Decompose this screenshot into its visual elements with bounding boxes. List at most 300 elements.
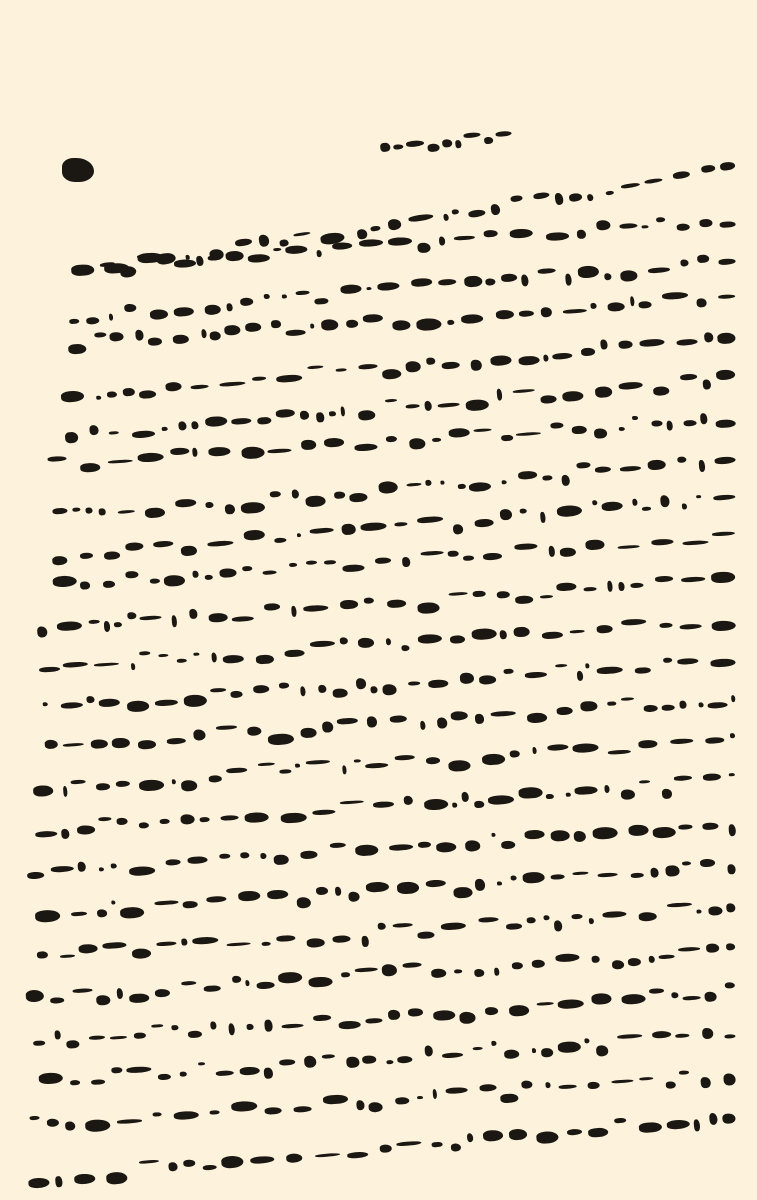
ink-stroke (475, 713, 485, 725)
ink-stroke (38, 1072, 62, 1085)
ink-stroke (170, 447, 189, 455)
ink-stroke (433, 1010, 455, 1021)
ink-stroke (441, 922, 466, 931)
ink-stroke (247, 726, 262, 736)
manuscript-heading (379, 121, 521, 161)
ink-stroke (280, 769, 292, 775)
ink-stroke (608, 749, 632, 755)
ink-stroke (85, 507, 92, 514)
ink-stroke (56, 621, 82, 632)
ink-stroke (450, 711, 468, 721)
ink-stroke (468, 481, 491, 492)
ink-stroke (373, 801, 395, 809)
ink-stroke (428, 143, 441, 152)
ink-stroke (708, 702, 729, 709)
ink-stroke (659, 623, 673, 629)
ink-stroke (312, 809, 335, 815)
ink-stroke (683, 540, 708, 545)
ink-stroke (580, 700, 597, 712)
ink-stroke (50, 997, 64, 1003)
ink-stroke (536, 1131, 558, 1144)
ink-stroke (232, 975, 242, 983)
ink-stroke (117, 1119, 142, 1124)
ink-stroke (160, 818, 171, 824)
ink-stroke (606, 191, 614, 196)
ink-stroke (392, 319, 411, 330)
ink-stroke (382, 368, 402, 379)
ink-stroke (449, 591, 468, 596)
ink-stroke (151, 1024, 163, 1029)
ink-stroke (497, 881, 502, 886)
ink-stroke (545, 231, 569, 241)
ink-stroke (478, 917, 499, 923)
ink-stroke (417, 242, 431, 253)
ink-stroke (33, 1040, 46, 1046)
ink-stroke (644, 177, 663, 184)
ink-stroke (712, 531, 735, 536)
ink-stroke (538, 268, 556, 274)
ink-stroke (571, 425, 587, 435)
ink-stroke (663, 658, 672, 663)
ink-stroke (540, 307, 552, 318)
ink-stroke (729, 824, 737, 836)
seal-note (58, 186, 72, 187)
ink-stroke (63, 786, 68, 797)
ink-stroke (335, 887, 341, 896)
ink-stroke (226, 942, 250, 947)
ink-stroke (35, 910, 61, 923)
ink-stroke (619, 427, 625, 431)
ink-stroke (30, 1115, 40, 1120)
ink-stroke (666, 865, 680, 877)
ink-stroke (395, 1096, 409, 1104)
ink-stroke (205, 502, 214, 509)
ink-stroke (620, 466, 641, 472)
ink-stroke (177, 658, 187, 662)
ink-stroke (63, 661, 88, 668)
ink-stroke (418, 634, 443, 644)
ink-stroke (365, 1017, 382, 1024)
ink-stroke (60, 954, 75, 958)
ink-stroke (490, 203, 501, 215)
ink-stroke (282, 295, 287, 299)
ink-stroke (201, 329, 207, 338)
ink-stroke (161, 426, 168, 431)
ink-stroke (271, 320, 281, 329)
ink-stroke (500, 1093, 519, 1104)
line-note (33, 758, 45, 760)
ink-stroke (639, 912, 658, 921)
ink-stroke (577, 229, 587, 239)
ink-stroke (679, 1071, 689, 1075)
ink-stroke (555, 664, 567, 668)
ink-stroke (97, 909, 108, 917)
ink-stroke (494, 967, 500, 976)
ink-stroke (425, 480, 432, 486)
ink-stroke (699, 703, 704, 708)
ink-stroke (300, 687, 306, 697)
ink-stroke (720, 221, 736, 229)
ink-stroke (358, 364, 378, 370)
ink-stroke (89, 425, 99, 436)
ink-stroke (432, 438, 441, 443)
ink-stroke (485, 278, 495, 285)
ink-stroke (263, 570, 277, 575)
ink-stroke (289, 563, 297, 567)
ink-stroke (120, 907, 144, 920)
ink-stroke (169, 1162, 178, 1172)
ink-stroke (309, 976, 333, 988)
ink-stroke (375, 557, 391, 564)
ink-stroke (55, 1030, 61, 1040)
ink-stroke (193, 729, 206, 741)
ink-stroke (305, 494, 327, 507)
ink-stroke (258, 762, 275, 767)
ink-stroke (483, 552, 502, 560)
ink-stroke (585, 663, 589, 668)
ink-stroke (405, 360, 421, 372)
ink-stroke (260, 852, 267, 859)
ink-stroke (256, 981, 275, 990)
ink-stroke (463, 132, 480, 138)
ink-stroke (340, 406, 346, 416)
line-note (33, 1092, 45, 1094)
ink-stroke (500, 630, 507, 639)
ink-stroke (642, 507, 651, 511)
ink-stroke (245, 980, 249, 986)
ink-stroke (276, 374, 302, 384)
ink-stroke (438, 236, 445, 245)
ink-stroke (78, 944, 98, 954)
ink-stroke (536, 1001, 554, 1006)
ink-stroke (324, 438, 345, 448)
ink-stroke (112, 1067, 123, 1074)
ink-stroke (129, 993, 150, 1004)
ink-stroke (483, 136, 493, 144)
ink-stroke (248, 253, 270, 262)
ink-stroke (111, 901, 116, 905)
ink-stroke (501, 273, 518, 282)
ink-stroke (35, 831, 57, 838)
ink-stroke (139, 779, 164, 791)
ink-stroke (102, 580, 114, 588)
ink-stroke (607, 701, 616, 707)
line-note (59, 526, 70, 528)
ink-stroke (417, 601, 440, 614)
ink-stroke (540, 394, 557, 404)
line-note (33, 678, 45, 680)
ink-stroke (554, 193, 563, 206)
ink-stroke (316, 412, 324, 423)
ink-stroke (44, 740, 58, 750)
ink-stroke (316, 887, 329, 895)
ink-stroke (611, 1079, 634, 1084)
ink-stroke (604, 273, 612, 280)
ink-stroke (440, 480, 445, 485)
ink-stroke (418, 842, 431, 849)
ink-stroke (203, 1164, 217, 1170)
ink-stroke (642, 225, 649, 229)
ink-stroke (550, 830, 570, 842)
ink-stroke (242, 566, 252, 572)
ink-stroke (367, 716, 378, 728)
line-note (33, 1050, 45, 1052)
ink-stroke (649, 956, 655, 963)
ink-stroke (252, 376, 267, 381)
ink-stroke (50, 865, 73, 872)
ink-stroke (491, 711, 516, 717)
ink-stroke (501, 435, 513, 442)
ink-stroke (573, 743, 599, 753)
ink-stroke (409, 438, 426, 450)
ink-stroke (475, 518, 494, 528)
ink-stroke (224, 503, 235, 514)
ink-stroke (182, 900, 198, 909)
ink-stroke (296, 290, 310, 296)
ink-stroke (322, 1094, 348, 1105)
ink-stroke (519, 310, 534, 317)
ink-stroke (253, 685, 269, 694)
ink-stroke (706, 943, 720, 953)
ink-stroke (726, 903, 735, 912)
ink-stroke (118, 510, 135, 515)
ink-stroke (154, 900, 178, 906)
ink-stroke (148, 337, 163, 346)
ink-stroke (200, 817, 210, 823)
ink-stroke (731, 695, 736, 702)
ink-stroke (150, 579, 160, 584)
ink-stroke (204, 574, 213, 580)
ink-stroke (210, 688, 226, 693)
ink-stroke (650, 868, 659, 878)
ink-stroke (436, 842, 457, 853)
ink-stroke (62, 742, 83, 747)
ink-stroke (25, 990, 44, 1002)
ink-stroke (221, 1155, 244, 1169)
ink-stroke (666, 1119, 689, 1130)
ink-stroke (621, 789, 636, 800)
ink-stroke (696, 910, 701, 914)
ink-stroke (181, 980, 197, 985)
ink-stroke (515, 595, 533, 605)
ink-stroke (137, 252, 163, 264)
ink-stroke (587, 194, 595, 202)
ink-stroke (591, 955, 599, 963)
ink-stroke (632, 416, 638, 421)
ink-stroke (85, 1119, 111, 1132)
ink-stroke (386, 638, 392, 646)
ink-stroke (110, 332, 124, 342)
ink-stroke (497, 590, 510, 598)
ink-stroke (94, 332, 106, 338)
ink-stroke (360, 522, 386, 532)
ink-stroke (424, 1045, 433, 1057)
ink-stroke (231, 1101, 257, 1113)
ink-stroke (307, 938, 325, 948)
ink-stroke (267, 448, 292, 454)
ink-stroke (310, 527, 334, 535)
ink-stroke (219, 854, 230, 860)
ink-stroke (558, 999, 585, 1010)
ink-stroke (568, 192, 582, 202)
ink-stroke (665, 1081, 676, 1089)
ink-stroke (432, 1141, 443, 1148)
ink-stroke (183, 1160, 196, 1168)
ink-stroke (525, 672, 548, 679)
ink-stroke (88, 620, 100, 624)
ink-stroke (341, 972, 350, 978)
ink-stroke (210, 1021, 217, 1030)
ink-stroke (513, 388, 534, 393)
ink-stroke (543, 475, 552, 481)
ink-stroke (557, 582, 577, 592)
ink-stroke (448, 759, 470, 771)
ink-stroke (411, 277, 433, 288)
ink-stroke (115, 780, 130, 787)
ink-stroke (102, 941, 126, 949)
ink-stroke (127, 700, 150, 712)
ink-stroke (396, 1140, 421, 1146)
ink-stroke (89, 1035, 105, 1040)
ink-stroke (155, 699, 178, 707)
ink-stroke (448, 550, 459, 557)
ink-stroke (527, 713, 547, 724)
ink-stroke (109, 313, 114, 320)
ink-stroke (560, 547, 577, 557)
ink-stroke (291, 606, 297, 618)
ink-stroke (420, 721, 426, 730)
ink-stroke (704, 332, 714, 343)
ink-stroke (332, 935, 351, 944)
ink-stroke (206, 896, 227, 903)
ink-stroke (286, 329, 306, 336)
ink-stroke (377, 923, 386, 930)
ink-stroke (682, 862, 692, 867)
ink-stroke (408, 681, 420, 685)
ink-stroke (589, 918, 595, 925)
ink-stroke (315, 1153, 340, 1158)
ink-stroke (630, 296, 635, 306)
heading-note (382, 159, 406, 163)
ink-stroke (540, 595, 553, 599)
ink-stroke (473, 428, 492, 432)
ink-stroke (300, 851, 317, 860)
ink-stroke (131, 948, 151, 959)
ink-stroke (674, 775, 692, 781)
ink-stroke (397, 881, 419, 894)
ink-stroke (104, 551, 121, 561)
line-note (33, 718, 45, 720)
ink-stroke (617, 1033, 643, 1039)
ink-stroke (273, 854, 289, 866)
ink-stroke (198, 1062, 205, 1066)
ink-stroke (385, 435, 397, 442)
ink-stroke (86, 696, 95, 704)
ink-stroke (282, 1024, 304, 1030)
ink-stroke (405, 404, 420, 409)
ink-stroke (28, 1177, 50, 1188)
ink-stroke (640, 338, 666, 348)
ink-stroke (547, 744, 568, 751)
ink-stroke (453, 524, 464, 535)
ink-stroke (510, 195, 523, 203)
ink-stroke (96, 783, 110, 791)
ink-stroke (37, 626, 48, 638)
ink-stroke (278, 971, 303, 984)
ink-stroke (648, 267, 670, 275)
ink-stroke (512, 962, 524, 970)
ink-stroke (425, 757, 440, 764)
ink-stroke (55, 1176, 62, 1188)
ink-stroke (533, 191, 550, 199)
ink-stroke (183, 694, 207, 707)
ink-stroke (658, 954, 675, 960)
ink-stroke (577, 462, 591, 469)
ink-stroke (204, 985, 222, 993)
ink-stroke (677, 658, 699, 665)
ink-stroke (73, 507, 81, 512)
ink-stroke (71, 263, 94, 276)
ink-stroke (73, 988, 93, 993)
ink-stroke (597, 220, 612, 230)
ink-stroke (474, 969, 485, 977)
ink-stroke (33, 785, 54, 797)
line-note (33, 798, 45, 800)
ink-stroke (417, 515, 443, 523)
ink-stroke (454, 969, 463, 973)
ink-stroke (709, 1113, 719, 1125)
ink-stroke (179, 1072, 187, 1077)
ink-stroke (210, 331, 222, 340)
line-note (33, 1134, 45, 1136)
ink-stroke (342, 564, 365, 573)
ink-stroke (714, 456, 735, 465)
ink-stroke (660, 495, 670, 507)
ink-stroke (264, 603, 280, 611)
ink-stroke (453, 802, 458, 807)
ink-stroke (383, 684, 397, 695)
ink-stroke (556, 707, 573, 716)
ink-stroke (639, 301, 652, 309)
ink-stroke (453, 886, 473, 898)
ink-stroke (594, 466, 611, 473)
ink-stroke (596, 624, 613, 633)
ink-stroke (424, 400, 432, 410)
ink-stroke (346, 1056, 359, 1068)
ink-stroke (548, 545, 555, 557)
ink-stroke (601, 501, 622, 512)
ink-stroke (666, 421, 673, 431)
ink-stroke (495, 309, 514, 319)
ink-stroke (250, 1156, 275, 1165)
ink-stroke (437, 717, 448, 729)
ink-stroke (506, 923, 522, 931)
ink-stroke (442, 1052, 463, 1058)
ink-stroke (355, 967, 379, 973)
ink-stroke (61, 390, 84, 403)
ink-stroke (131, 430, 155, 439)
ink-stroke (729, 773, 735, 777)
ink-stroke (96, 995, 110, 1006)
ink-stroke (628, 824, 649, 836)
ink-stroke (340, 284, 362, 295)
ink-stroke (591, 992, 612, 1005)
ink-stroke (465, 840, 481, 852)
ink-stroke (699, 219, 712, 228)
ink-stroke (504, 1049, 520, 1059)
ink-stroke (295, 763, 300, 768)
ink-stroke (588, 1127, 608, 1138)
